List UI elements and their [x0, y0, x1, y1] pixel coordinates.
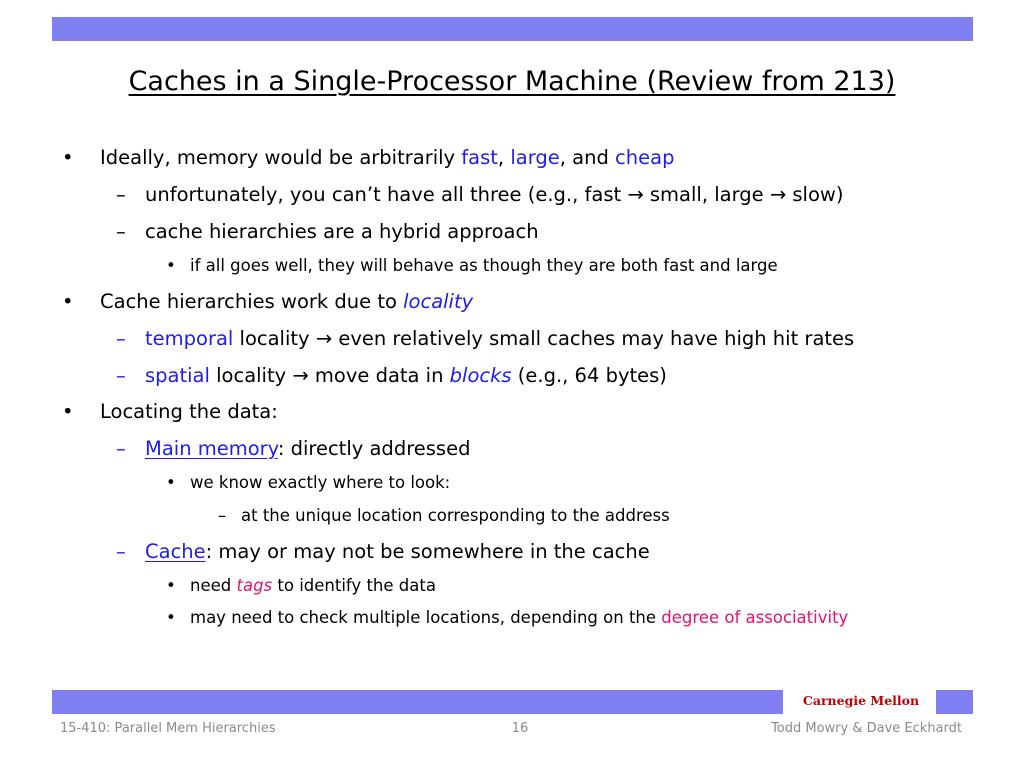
- bullet-locality: Cache hierarchies work due to locality: [100, 290, 474, 313]
- subbullet-main-memory: Main memory: directly addressed: [145, 437, 471, 460]
- bullet-marker: •: [62, 400, 74, 423]
- term-large: large: [510, 146, 560, 169]
- subsubbullet-tags: need tags to identify the data: [190, 576, 436, 595]
- slide-title: Caches in a Single-Processor Machine (Review from 213): [128, 66, 896, 97]
- subbullet-cache: Cache: may or may not be somewhere in the cache: [145, 540, 650, 563]
- bullet-ideal-memory: Ideally, memory would be arbitrarily fast, large, and cheap: [100, 146, 675, 169]
- term-locality: locality: [403, 290, 474, 313]
- main-memory-link[interactable]: Main memory: [145, 437, 278, 460]
- bullet-marker: •: [62, 290, 74, 313]
- dash-marker: –: [116, 437, 126, 460]
- footer-page-number: 16: [511, 721, 529, 736]
- subsubbullet-where-to-look: we know exactly where to look:: [190, 473, 451, 492]
- term-cheap: cheap: [615, 146, 675, 169]
- cache-link[interactable]: Cache: [145, 540, 206, 563]
- dash-marker: –: [218, 506, 227, 525]
- subbullet-tradeoff: unfortunately, you can’t have all three (e.g., fast → small, large → slow): [145, 183, 844, 206]
- subbullet-spatial: spatial locality → move data in blocks (e.g., 64 bytes): [145, 364, 667, 387]
- subsubbullet-behave: if all goes well, they will behave as though they are both fast and large: [190, 256, 778, 275]
- term-associativity: degree of associativity: [661, 608, 849, 627]
- carnegie-mellon-logo: Carnegie Mellon: [802, 693, 920, 708]
- top-banner-bar: [52, 17, 973, 41]
- term-temporal: temporal: [145, 327, 234, 350]
- dash-marker: –: [116, 364, 126, 387]
- bullet-marker: •: [166, 608, 176, 627]
- footer-course: 15-410: Parallel Mem Hierarchies: [60, 721, 276, 736]
- subsubbullet-associativity: may need to check multiple locations, depending on the degree of associativity: [190, 608, 849, 627]
- bottom-banner-bar-right: [936, 690, 973, 714]
- arrow-icon: →: [769, 183, 787, 206]
- bullet-locating: Locating the data:: [100, 400, 278, 423]
- term-tags: tags: [236, 576, 273, 595]
- dash-marker: –: [116, 220, 126, 243]
- term-blocks: blocks: [449, 364, 512, 387]
- dash-marker: –: [116, 183, 126, 206]
- arrow-icon: →: [292, 364, 309, 387]
- term-spatial: spatial: [145, 364, 210, 387]
- footer-authors: Todd Mowry & Dave Eckhardt: [771, 721, 962, 736]
- bullet-marker: •: [62, 146, 74, 169]
- bullet-marker: •: [166, 256, 176, 275]
- term-fast: fast: [461, 146, 498, 169]
- dash-marker: –: [116, 327, 126, 350]
- subbullet-hybrid: cache hierarchies are a hybrid approach: [145, 220, 539, 243]
- subbullet-temporal: temporal locality → even relatively small caches may have high hit rates: [145, 327, 855, 350]
- arrow-icon: →: [627, 183, 644, 206]
- bottom-banner-bar: [52, 690, 783, 714]
- dash-marker: –: [116, 540, 126, 563]
- bullet-marker: •: [166, 473, 176, 492]
- level4-unique-location: at the unique location corresponding to the address: [241, 506, 670, 525]
- arrow-icon: →: [315, 327, 333, 350]
- bullet-marker: •: [166, 576, 176, 595]
